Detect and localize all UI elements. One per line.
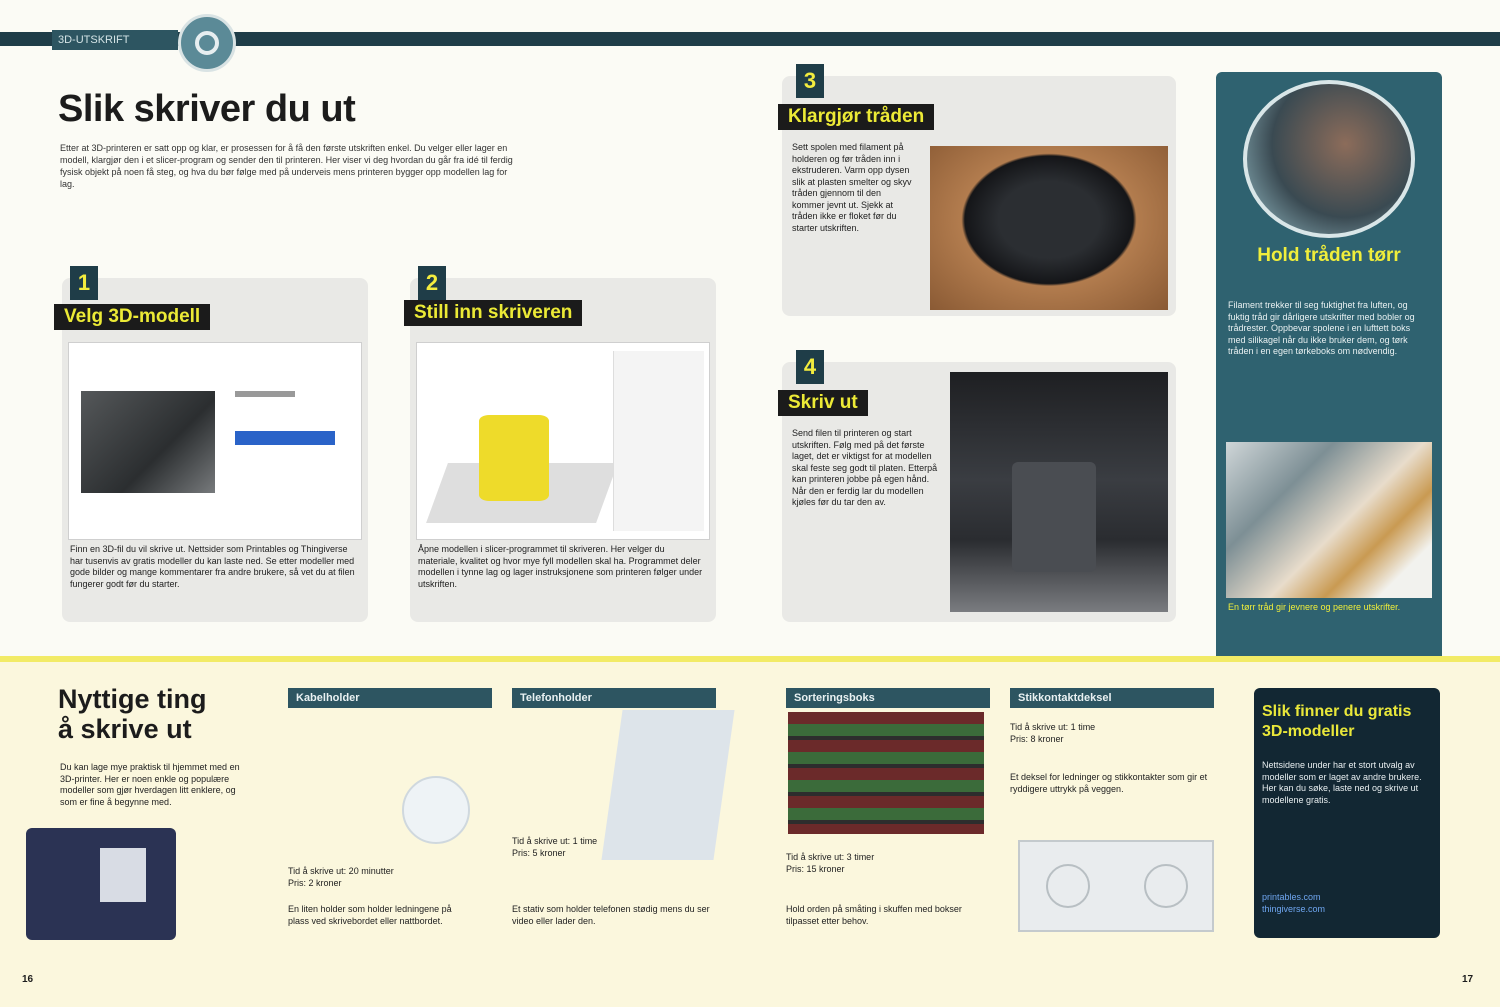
step-text-3: Sett spolen med filament på holderen og før tråden inn i ekstruderen. Varm opp dysen slik at plasten smelter og skyv tråden gjennom til den kommer jevnt ut. Sjekk at tråden ikke er floket før du starter utskriften. bbox=[792, 142, 912, 233]
intro-text: Etter at 3D-printeren er satt opp og klar, er prosessen for å få den første utskriften enkel. Du velger eller lager en modell, klargjør den i et slicer-program og sender den til printeren. Her viser vi deg hvordan du går fra idé til ferdig fysisk objekt på noen få steg, og hva du bør følge med på underveis mens printeren bygger opp modellen lag for lag. bbox=[60, 143, 513, 189]
item-bar-2: Telefonholder bbox=[512, 688, 716, 708]
filament-photo bbox=[1226, 442, 1432, 598]
step-label-3: Klargjør tråden bbox=[778, 104, 934, 130]
resource-links bbox=[1262, 892, 1434, 915]
socket-cover-image bbox=[1018, 840, 1214, 932]
item-text-4: Et deksel for ledninger og stikkontakter som gir et ryddigere uttrykk på veggen. bbox=[1010, 772, 1208, 794]
screenshot-slicer bbox=[416, 342, 710, 540]
item-text-2: Et stativ som holder telefonen stødig mens du ser video eller lader den. bbox=[512, 904, 710, 926]
step-text-1: Finn en 3D-fil du vil skrive ut. Nettsider som Printables og Thingiverse har tusenvis av gratis modeller du kan laste ned. Se etter modeller med gode bilder og mange kommentarer fra andre brukere, så vet du at filen fungerer godt før du starter. bbox=[70, 544, 355, 589]
step-text-2: Åpne modellen i slicer-programmet til skriveren. Her velger du materiale, kvalitet og hvor mye fyll modellen skal ha. Programmet deler modellen i tynne lag og lager instruksjonene som printeren følger under utskriften. bbox=[418, 544, 703, 589]
download-button-icon bbox=[235, 431, 335, 445]
item-meta-3: Tid å skrive ut: 3 timer Pris: 15 kroner bbox=[786, 852, 875, 874]
printer-image bbox=[26, 828, 176, 940]
tip-caption: En tørr tråd gir jevnere og penere utskrifter. bbox=[1228, 602, 1401, 612]
resource-link-1[interactable]: printables.com bbox=[1262, 892, 1321, 902]
step-number-1: 1 bbox=[70, 266, 98, 300]
page-title: Slik skriver du ut bbox=[58, 88, 356, 130]
item-meta-4: Tid å skrive ut: 1 time Pris: 8 kroner bbox=[1010, 722, 1096, 744]
step-label-1: Velg 3D-modell bbox=[54, 304, 210, 330]
screenshot-model-page bbox=[68, 342, 362, 540]
resource-body: Nettsidene under har et stort utvalg av modeller som er laget av andre brukere. Her kan du søke, laste ned og skrive ut modellene gratis. bbox=[1262, 760, 1422, 805]
model-photo bbox=[81, 391, 215, 493]
sorting-box-image bbox=[788, 712, 984, 834]
tip-body: Filament trekker til seg fuktighet fra luften, og fuktig tråd gir dårligere utskrifter med bobler og trådrester. Oppbevar spolene i en lufttett boks med silikagel når du ikke bruker dem, og tørk tråden i en egen tørkeboks om nødvendig. bbox=[1228, 300, 1415, 356]
page-number-left: 16 bbox=[22, 974, 34, 985]
item-meta-2: Tid å skrive ut: 1 time Pris: 5 kroner bbox=[512, 836, 598, 858]
resource-heading: Slik finner du gratis 3D-modeller bbox=[1262, 703, 1412, 740]
bottom-intro: Du kan lage mye praktisk til hjemmet med en 3D-printer. Her er noen enkle og populære modeller som gjør hverdagen litt enklere, og som er fine å begynne med. bbox=[60, 762, 240, 807]
bottom-title-line2: å skrive ut bbox=[58, 714, 192, 744]
step-label-2: Still inn skriveren bbox=[404, 300, 582, 326]
item-bar-4: Stikkontaktdeksel bbox=[1010, 688, 1214, 708]
resource-link-2[interactable]: thingiverse.com bbox=[1262, 903, 1326, 914]
item-bar-3: Sorteringsboks bbox=[786, 688, 990, 708]
yellow-model-icon bbox=[479, 415, 549, 501]
bottom-title bbox=[58, 684, 207, 744]
step-number-4: 4 bbox=[796, 350, 824, 384]
slicer-settings-panel bbox=[613, 351, 704, 531]
step-label-4: Skriv ut bbox=[778, 390, 868, 416]
item-text-1: En liten holder som holder ledningene på plass ved skrivebordet eller nattbordet. bbox=[288, 904, 452, 926]
step-number-3: 3 bbox=[796, 64, 824, 98]
step-number-2: 2 bbox=[418, 266, 446, 300]
gear-icon bbox=[178, 14, 236, 72]
bottom-title-line1: Nyttige ting bbox=[58, 684, 207, 714]
item-meta-1: Tid å skrive ut: 20 minutter Pris: 2 kroner bbox=[288, 866, 394, 888]
section-label: 3D-UTSKRIFT bbox=[52, 30, 178, 50]
page-number-right: 17 bbox=[1462, 974, 1474, 985]
printing-photo bbox=[950, 372, 1168, 612]
author-avatar bbox=[1243, 80, 1415, 238]
bottom-divider bbox=[0, 656, 1500, 662]
filament-spool-photo bbox=[930, 146, 1168, 310]
tip-heading: Hold tråden tørr bbox=[1257, 245, 1401, 266]
step-text-4: Send filen til printeren og start utskriften. Følg med på det første laget, det er viktigst for at modellen skal feste seg godt til platen. Etterpå kan printeren jobbe på egen hånd. Når den er ferdig lar du modellen kjøles før du tar den av. bbox=[792, 428, 938, 507]
item-bar-1: Kabelholder bbox=[288, 688, 492, 708]
item-text-3: Hold orden på småting i skuffen med bokser tilpasset etter behov. bbox=[786, 904, 962, 926]
cable-holder-image bbox=[402, 776, 470, 844]
